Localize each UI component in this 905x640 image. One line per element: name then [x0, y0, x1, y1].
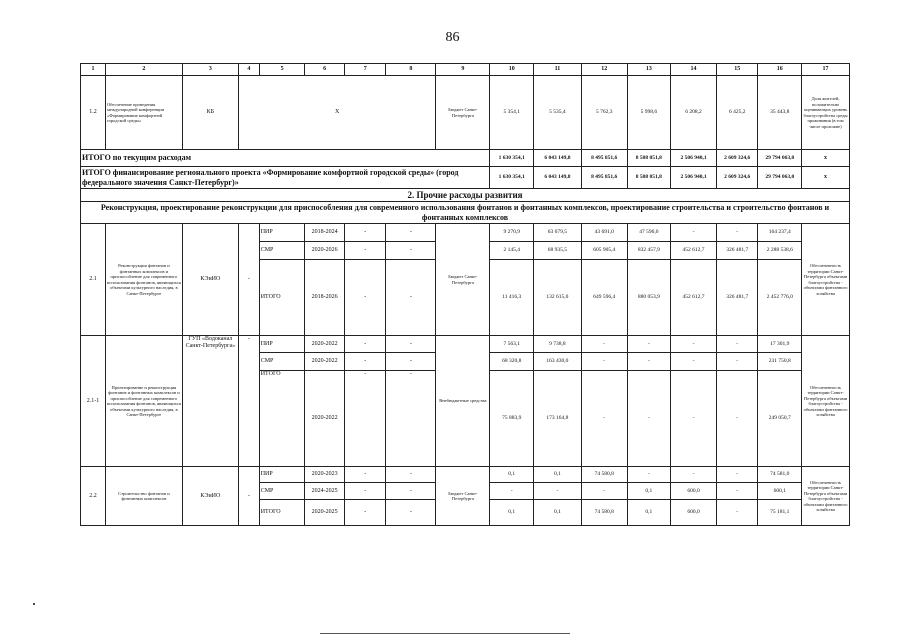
- dash-cell: -: [386, 242, 436, 260]
- value-cell: 249 050,7: [758, 371, 802, 467]
- col4-cell: -: [238, 467, 259, 526]
- header-cell: 3: [182, 64, 238, 76]
- row-number: 2.1: [81, 224, 106, 336]
- value-cell: 132 615,0: [534, 260, 582, 336]
- value-cell: -: [627, 336, 671, 353]
- value-cell: 9 270,9: [490, 224, 534, 242]
- years: 2020-2022: [305, 336, 344, 353]
- measure-name: Проектирование и реконструкция фонтанов и фонтанных комплексов и приспособление для современного использования фонтанов, являющихся объектами культурного наследия, в Санкт-Петербурге: [105, 336, 182, 467]
- value-cell: 164 237,4: [758, 224, 802, 242]
- value-cell: 75 181,1: [758, 500, 802, 526]
- dash-cell: -: [386, 336, 436, 353]
- value-cell: 163 430,0: [534, 353, 582, 371]
- dash-cell: -: [344, 260, 386, 336]
- value-cell: 2 609 324,6: [716, 150, 758, 167]
- value-cell: 68 320,8: [490, 353, 534, 371]
- dash-cell: -: [386, 483, 436, 500]
- value-cell: 2 145,4: [490, 242, 534, 260]
- value-cell: 5 535,4: [534, 76, 582, 150]
- dash-cell: -: [386, 224, 436, 242]
- work-type: СМР: [259, 353, 305, 371]
- dash-cell: -: [344, 353, 386, 371]
- dash-cell: -: [386, 260, 436, 336]
- value-cell: 2 506 940,1: [671, 167, 717, 189]
- work-type: ИТОГО: [259, 371, 305, 467]
- value-cell: 880 053,9: [627, 260, 671, 336]
- funding-source: Бюджет Санкт-Петербурга: [436, 76, 490, 150]
- indicator: Доля жителей, положительно оценивающих уровень благоустройства среды проживания (в том числе прохожие): [802, 76, 850, 150]
- value-cell: 452 612,7: [671, 242, 717, 260]
- value-cell: 0,1: [534, 467, 582, 483]
- row-number: 2.1-1: [81, 336, 106, 467]
- value-cell: 7 563,1: [490, 336, 534, 353]
- value-cell: -: [671, 371, 717, 467]
- value-cell: 68 935,5: [534, 242, 582, 260]
- value-cell: 8 495 851,6: [581, 167, 627, 189]
- value-cell: -: [716, 483, 758, 500]
- footer-rule: [320, 633, 570, 634]
- value-cell: -: [490, 483, 534, 500]
- years: 2018-2026: [305, 260, 344, 336]
- value-cell: 1 630 354,1: [490, 167, 534, 189]
- value-cell: 8 508 051,8: [627, 167, 671, 189]
- header-cell: 16: [758, 64, 802, 76]
- dash-cell: -: [344, 336, 386, 353]
- value-cell: 74 580,8: [581, 500, 627, 526]
- col4-cell: -: [238, 224, 259, 336]
- years: 2020-2025: [305, 500, 344, 526]
- indicator: Обеспеченность территории Санкт-Петербурга объектами благоустройства - объектами фонтанного хозяйства: [802, 336, 850, 467]
- value-cell: 452 612,7: [671, 260, 717, 336]
- years: 2020-2026: [305, 242, 344, 260]
- value-cell: -: [581, 336, 627, 353]
- years: 2024-2025: [305, 483, 344, 500]
- work-type: ПИР: [259, 336, 305, 353]
- value-cell: 2 452 776,0: [758, 260, 802, 336]
- header-cell: 8: [386, 64, 436, 76]
- value-cell: 326 481,7: [716, 242, 758, 260]
- value-cell: 47 596,0: [627, 224, 671, 242]
- total-label: ИТОГО финансирование регионального проекта «Формирование комфортной городской среды» (город федерального значения Санкт-Петербург)»: [81, 167, 490, 189]
- value-cell: -: [671, 224, 717, 242]
- value-cell: 649 596,4: [581, 260, 627, 336]
- value-cell: 43 691,0: [581, 224, 627, 242]
- header-cell: 11: [534, 64, 582, 76]
- value-cell: х: [802, 150, 850, 167]
- row-number: 1.2: [81, 76, 106, 150]
- funding-source: Бюджет Санкт-Петербурга: [436, 224, 490, 336]
- value-cell: -: [716, 500, 758, 526]
- measure-name: Реконструкция фонтанов и фонтанных комплексов и приспособление для современного использования фонтанов, являющихся объектами культурного наследия, в Санкт-Петербурге: [105, 224, 182, 336]
- work-type: СМР: [259, 242, 305, 260]
- value-cell: -: [627, 467, 671, 483]
- value-cell: -: [716, 224, 758, 242]
- header-cell: 17: [802, 64, 850, 76]
- value-cell: -: [581, 483, 627, 500]
- header-cell: 14: [671, 64, 717, 76]
- dash-cell: -: [386, 467, 436, 483]
- table-row: [81, 467, 850, 483]
- header-cell: 1: [81, 64, 106, 76]
- header-cell: 5: [259, 64, 305, 76]
- value-cell: 2 506 940,1: [671, 150, 717, 167]
- executor: КБ: [182, 76, 238, 150]
- value-cell: 832 457,9: [627, 242, 671, 260]
- col4-cell: -: [238, 336, 259, 467]
- years: 2020-2022: [305, 353, 344, 371]
- value-cell: 6 043 149,8: [534, 150, 582, 167]
- value-cell: 29 794 063,0: [758, 150, 802, 167]
- executor: ГУП «Водоканал Санкт-Петербурга»: [182, 336, 238, 467]
- executor: КЭиИО: [182, 224, 238, 336]
- years: 2020-2022: [305, 371, 344, 467]
- measure-name: Строительство фонтанов и фонтанных комплексов: [105, 467, 182, 526]
- indicator: Обеспеченность территории Санкт-Петербурга объектами благоустройства - объектами фонтанного хозяйства: [802, 467, 850, 526]
- measure-name: Обеспечение проведения международной конференции «Формирование комфортной городской среды»: [105, 76, 182, 150]
- value-cell: -: [581, 371, 627, 467]
- funding-source: Бюджет Санкт-Петербурга: [436, 467, 490, 526]
- dash-cell: -: [344, 500, 386, 526]
- dash-cell: -: [386, 353, 436, 371]
- value-cell: -: [534, 483, 582, 500]
- header-cell: 12: [581, 64, 627, 76]
- value-cell: 9 738,8: [534, 336, 582, 353]
- value-cell: 231 750,8: [758, 353, 802, 371]
- value-cell: 5 354,1: [490, 76, 534, 150]
- value-cell: 5 762,3: [581, 76, 627, 150]
- value-cell: -: [627, 371, 671, 467]
- dash-cell: -: [344, 467, 386, 483]
- funding-source: Внебюджетные средства: [436, 336, 490, 467]
- value-cell: -: [716, 371, 758, 467]
- row-number: 2.2: [81, 467, 106, 526]
- indicator: Обеспеченность территории Санкт-Петербурга объектами благоустройства - объектами фонтанного хозяйства: [802, 224, 850, 336]
- value-cell: 0,1: [490, 500, 534, 526]
- value-cell: 29 794 063,0: [758, 167, 802, 189]
- value-cell: 74 581,0: [758, 467, 802, 483]
- header-cell: 13: [627, 64, 671, 76]
- header-cell: 2: [105, 64, 182, 76]
- section-row: [81, 189, 850, 202]
- dash-cell: -: [386, 371, 436, 467]
- value-cell: 11 416,3: [490, 260, 534, 336]
- value-cell: 6 208,2: [671, 76, 717, 150]
- work-type: СМР: [259, 483, 305, 500]
- table-row: [81, 336, 850, 353]
- value-cell: -: [671, 467, 717, 483]
- value-cell: 0,1: [490, 467, 534, 483]
- value-cell: 1 630 354,1: [490, 150, 534, 167]
- value-cell: 0,1: [627, 483, 671, 500]
- header-cell: 6: [305, 64, 344, 76]
- value-cell: х: [802, 167, 850, 189]
- header-cell: 4: [238, 64, 259, 76]
- value-cell: 6 043 149,8: [534, 167, 582, 189]
- value-cell: 17 301,9: [758, 336, 802, 353]
- total-label: ИТОГО по текущим расходам: [81, 150, 490, 167]
- work-type: ИТОГО: [259, 260, 305, 336]
- value-cell: -: [671, 336, 717, 353]
- value-cell: 35 443,8: [758, 76, 802, 150]
- subsection-title: Реконструкция, проектирование реконструкции для приспособления для современного использования фонтанов и фонтанных комплексов, проектирование строительства и строительство фонтанов и фонтанных комплексов: [81, 202, 850, 224]
- executor: КЭиИО: [182, 467, 238, 526]
- value-cell: -: [671, 353, 717, 371]
- value-cell: 600,0: [671, 483, 717, 500]
- years: 2020-2023: [305, 467, 344, 483]
- value-cell: 605 905,4: [581, 242, 627, 260]
- value-cell: 0,1: [627, 500, 671, 526]
- value-cell: 8 495 851,6: [581, 150, 627, 167]
- value-cell: 8 508 051,8: [627, 150, 671, 167]
- value-cell: 63 679,5: [534, 224, 582, 242]
- dash-cell: -: [344, 483, 386, 500]
- value-cell: -: [627, 353, 671, 371]
- header-cell: 15: [716, 64, 758, 76]
- dash-cell: -: [344, 224, 386, 242]
- merged-x-cell: Х: [238, 76, 435, 150]
- header-cell: 9: [436, 64, 490, 76]
- total-row: [81, 167, 850, 189]
- table-row: [81, 224, 850, 242]
- value-cell: 5 998,6: [627, 76, 671, 150]
- value-cell: -: [716, 467, 758, 483]
- section-title: 2. Прочие расходы развития: [81, 189, 850, 202]
- years: 2018-2024: [305, 224, 344, 242]
- value-cell: 600,1: [758, 483, 802, 500]
- work-type: ИТОГО: [259, 500, 305, 526]
- value-cell: -: [581, 353, 627, 371]
- value-cell: 2 288 538,6: [758, 242, 802, 260]
- dash-cell: -: [386, 500, 436, 526]
- table-row: [81, 76, 850, 150]
- header-cell: 7: [344, 64, 386, 76]
- work-type: ПИР: [259, 467, 305, 483]
- work-type: ПИР: [259, 224, 305, 242]
- total-row: [81, 150, 850, 167]
- dash-cell: -: [344, 371, 386, 467]
- value-cell: 173 164,8: [534, 371, 582, 467]
- value-cell: 75 883,9: [490, 371, 534, 467]
- financing-table: [80, 63, 850, 526]
- value-cell: 6 425,2: [716, 76, 758, 150]
- header-row: [81, 64, 850, 76]
- dash-cell: -: [344, 242, 386, 260]
- value-cell: 0,1: [534, 500, 582, 526]
- value-cell: 326 481,7: [716, 260, 758, 336]
- page-number: 86: [445, 30, 460, 45]
- header-cell: 10: [490, 64, 534, 76]
- value-cell: -: [716, 353, 758, 371]
- subsection-row: [81, 202, 850, 224]
- value-cell: 74 580,8: [581, 467, 627, 483]
- value-cell: 600,0: [671, 500, 717, 526]
- value-cell: -: [716, 336, 758, 353]
- value-cell: 2 609 324,6: [716, 167, 758, 189]
- scan-speck: [33, 603, 35, 605]
